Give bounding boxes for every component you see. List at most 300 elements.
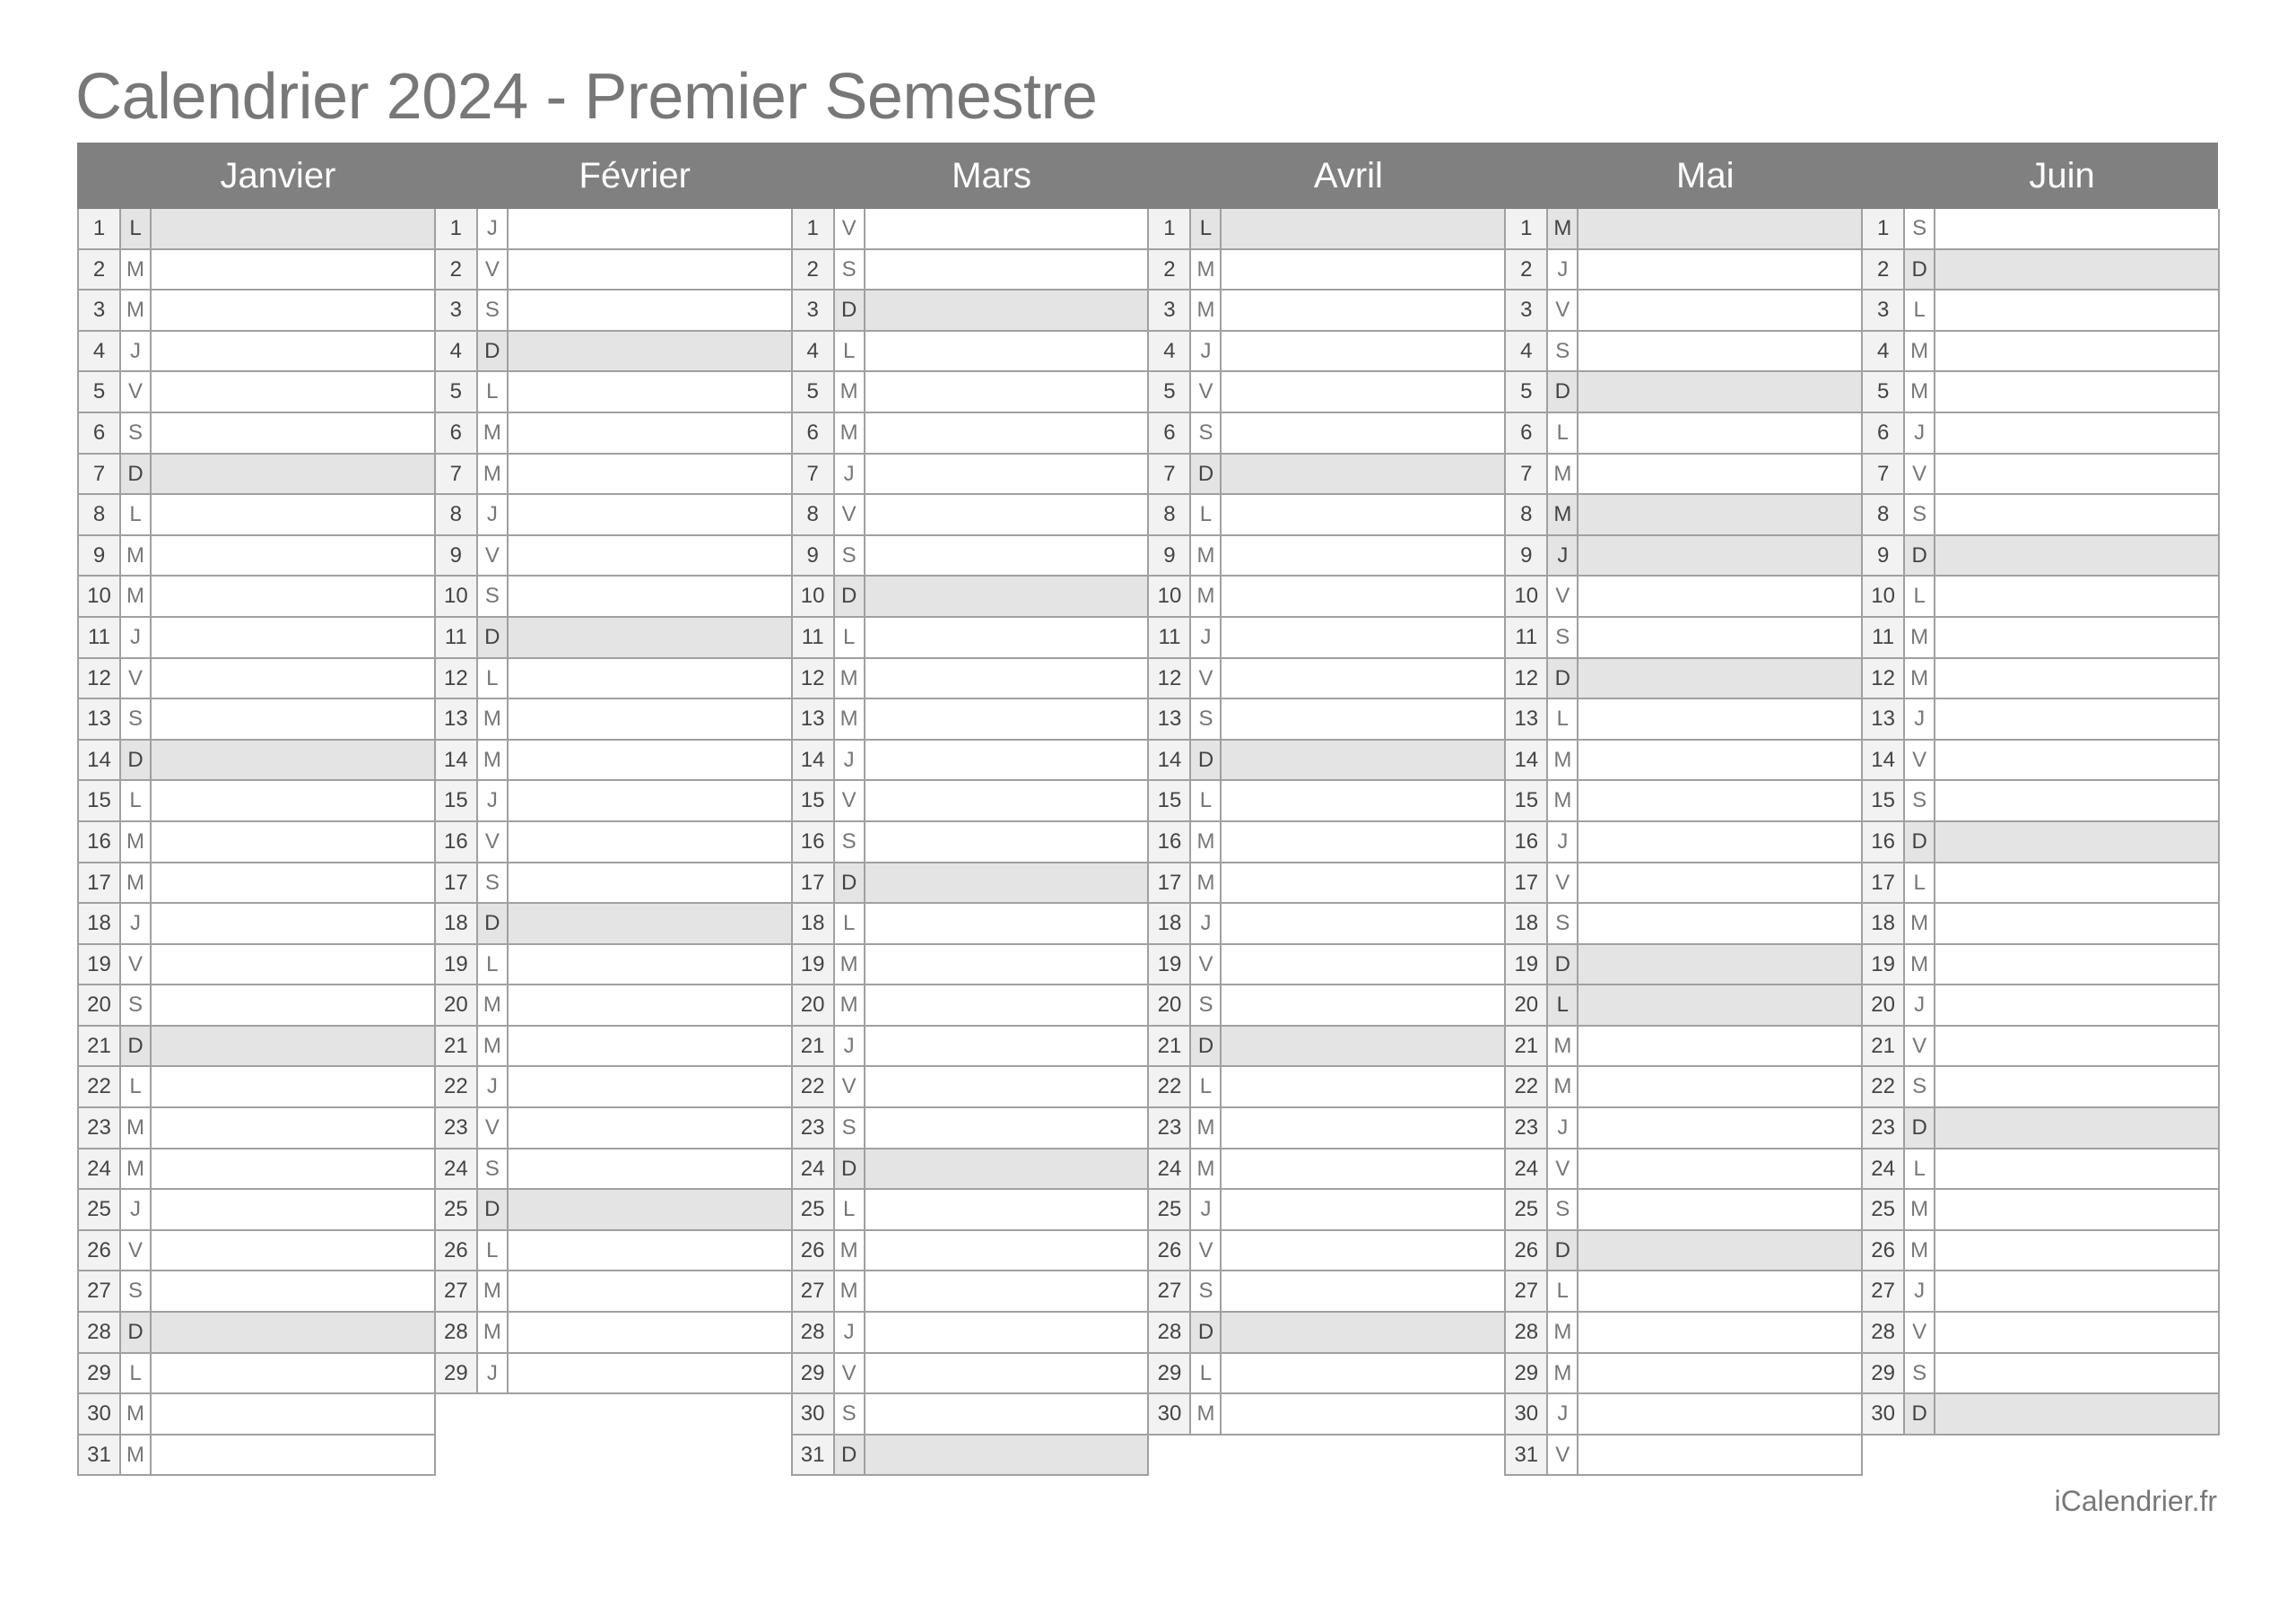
month-header-fevrier: Février	[578, 156, 691, 195]
day-row	[1504, 1313, 1863, 1354]
day-number: 20	[436, 985, 478, 1025]
day-note-cell	[152, 1394, 434, 1434]
weekday-letter: V	[1905, 741, 1935, 780]
weekday-letter: S	[1191, 413, 1222, 453]
day-row	[77, 495, 436, 536]
weekday-letter: M	[1905, 659, 1935, 698]
weekday-letter: D	[1905, 822, 1935, 862]
day-number: 11	[1506, 618, 1548, 657]
day-note-cell	[1222, 413, 1504, 453]
day-row	[77, 1190, 436, 1231]
day-note-cell	[865, 1436, 1148, 1475]
day-note-cell	[1935, 945, 2218, 984]
day-number: 9	[436, 536, 478, 576]
weekday-letter: L	[478, 945, 509, 984]
weekday-letter: M	[1548, 741, 1578, 780]
day-row	[77, 1271, 436, 1313]
weekday-letter: V	[1191, 1231, 1222, 1271]
day-note-cell	[1222, 1190, 1504, 1229]
day-note-cell	[509, 1108, 791, 1148]
day-note-cell	[1578, 1108, 1861, 1148]
day-row	[1147, 1271, 1506, 1313]
day-row	[1147, 536, 1506, 577]
day-number: 30	[1506, 1394, 1548, 1434]
day-row	[1861, 495, 2220, 536]
day-note-cell	[1222, 250, 1504, 290]
weekday-letter: J	[1191, 332, 1222, 371]
weekday-letter: M	[1905, 618, 1935, 657]
day-row	[1504, 209, 1863, 250]
day-number: 22	[436, 1067, 478, 1106]
weekday-letter: V	[835, 1354, 865, 1393]
day-note-cell	[865, 291, 1148, 330]
day-row	[791, 495, 1150, 536]
day-row	[1504, 372, 1863, 413]
day-row	[1861, 1394, 2220, 1436]
weekday-letter: M	[1905, 372, 1935, 412]
day-number: 27	[79, 1271, 121, 1311]
day-row	[1147, 618, 1506, 659]
calendar-grid	[77, 209, 2218, 1476]
weekday-letter: J	[478, 1067, 509, 1106]
day-row	[434, 945, 793, 986]
weekday-letter: S	[121, 985, 152, 1025]
day-row	[1861, 332, 2220, 373]
weekday-letter: L	[478, 659, 509, 698]
day-number: 28	[436, 1313, 478, 1352]
weekday-letter: S	[1905, 1067, 1935, 1106]
day-row	[791, 863, 1150, 905]
day-number: 20	[1149, 985, 1191, 1025]
weekday-letter: L	[1548, 985, 1578, 1025]
day-row	[1861, 536, 2220, 577]
weekday-letter: M	[121, 863, 152, 903]
day-number: 13	[436, 699, 478, 739]
weekday-letter: S	[1905, 495, 1935, 534]
day-number: 15	[1863, 781, 1905, 820]
day-row	[1861, 1190, 2220, 1231]
day-note-cell	[152, 536, 434, 576]
day-note-cell	[509, 1313, 791, 1352]
day-note-cell	[509, 659, 791, 698]
day-note-cell	[1578, 1067, 1861, 1106]
day-number: 12	[1149, 659, 1191, 698]
weekday-letter: S	[835, 1108, 865, 1148]
day-row	[434, 577, 793, 618]
day-row	[1504, 495, 1863, 536]
day-note-cell	[1578, 985, 1861, 1025]
footer-brand: iCalendrier.fr	[2054, 1485, 2217, 1517]
day-number: 31	[1506, 1436, 1548, 1475]
day-number: 17	[793, 863, 835, 903]
day-row	[1504, 618, 1863, 659]
day-row	[791, 618, 1150, 659]
day-number: 10	[436, 577, 478, 616]
day-number: 8	[1506, 495, 1548, 534]
day-note-cell	[1578, 1149, 1861, 1189]
day-number: 28	[1506, 1313, 1548, 1352]
day-row	[1147, 1067, 1506, 1108]
day-number: 23	[1506, 1108, 1548, 1148]
day-row	[434, 536, 793, 577]
day-note-cell	[865, 413, 1148, 453]
day-row	[1861, 209, 2220, 250]
day-row	[1504, 413, 1863, 455]
day-note-cell	[509, 904, 791, 943]
day-number: 15	[793, 781, 835, 820]
weekday-letter: S	[478, 577, 509, 616]
day-number: 16	[1863, 822, 1905, 862]
day-note-cell	[152, 1271, 434, 1311]
day-note-cell	[865, 1067, 1148, 1106]
weekday-letter: D	[1548, 1231, 1578, 1271]
weekday-letter: L	[121, 495, 152, 534]
day-number: 19	[79, 945, 121, 984]
day-note-cell	[1222, 741, 1504, 780]
day-note-cell	[1222, 1271, 1504, 1311]
day-row	[434, 659, 793, 700]
day-number: 21	[793, 1027, 835, 1066]
weekday-letter: M	[1191, 1149, 1222, 1189]
day-number: 24	[79, 1149, 121, 1189]
day-number: 28	[1863, 1313, 1905, 1352]
day-number: 16	[436, 822, 478, 862]
day-note-cell	[152, 1190, 434, 1229]
day-row	[1861, 1108, 2220, 1149]
month-header-mai: Mai	[1676, 156, 1735, 195]
day-note-cell	[1578, 332, 1861, 371]
day-row	[434, 1313, 793, 1354]
day-row	[434, 332, 793, 373]
day-note-cell	[1222, 699, 1504, 739]
weekday-letter: M	[835, 699, 865, 739]
day-number: 29	[79, 1354, 121, 1393]
day-number: 20	[793, 985, 835, 1025]
day-note-cell	[509, 536, 791, 576]
weekday-letter: V	[1905, 1027, 1935, 1066]
day-number: 24	[793, 1149, 835, 1189]
day-row	[791, 1149, 1150, 1191]
day-number: 17	[79, 863, 121, 903]
month-header-juin: Juin	[2029, 156, 2095, 195]
weekday-letter: J	[1905, 413, 1935, 453]
day-row	[1861, 699, 2220, 741]
day-row	[1147, 1027, 1506, 1068]
day-number: 14	[79, 741, 121, 780]
day-number: 29	[1506, 1354, 1548, 1393]
day-row	[434, 209, 793, 250]
day-number: 30	[793, 1394, 835, 1434]
day-number: 24	[1863, 1149, 1905, 1189]
day-note-cell	[152, 781, 434, 820]
day-number: 22	[1863, 1067, 1905, 1106]
day-note-cell	[1222, 781, 1504, 820]
day-note-cell	[1935, 659, 2218, 698]
day-number: 4	[436, 332, 478, 371]
month-column-mai	[1504, 209, 1861, 1476]
day-row	[77, 1149, 436, 1191]
day-note-cell	[152, 455, 434, 494]
day-row	[1504, 699, 1863, 741]
day-number: 16	[793, 822, 835, 862]
day-note-cell	[865, 618, 1148, 657]
day-row	[434, 1149, 793, 1191]
day-number: 19	[1863, 945, 1905, 984]
day-row	[1504, 1027, 1863, 1068]
day-row	[791, 372, 1150, 413]
weekday-letter: L	[1548, 413, 1578, 453]
day-number: 12	[793, 659, 835, 698]
day-row	[1861, 250, 2220, 291]
day-note-cell	[152, 863, 434, 903]
day-note-cell	[1578, 495, 1861, 534]
day-note-cell	[509, 1354, 791, 1393]
day-note-cell	[865, 699, 1148, 739]
weekday-letter: S	[835, 1394, 865, 1434]
day-number: 10	[1149, 577, 1191, 616]
weekday-letter: L	[1191, 495, 1222, 534]
weekday-letter: M	[1191, 577, 1222, 616]
day-row	[77, 822, 436, 863]
day-number: 13	[79, 699, 121, 739]
day-note-cell	[865, 863, 1148, 903]
weekday-letter: L	[1191, 1067, 1222, 1106]
weekday-letter: J	[121, 332, 152, 371]
day-number: 4	[1149, 332, 1191, 371]
day-note-cell	[509, 985, 791, 1025]
day-note-cell	[1935, 1067, 2218, 1106]
day-row	[434, 904, 793, 945]
day-note-cell	[1222, 1108, 1504, 1148]
day-row	[77, 332, 436, 373]
weekday-letter: M	[1548, 1354, 1578, 1393]
month-column-mars	[791, 209, 1148, 1476]
day-note-cell	[1222, 455, 1504, 494]
weekday-letter: D	[835, 1149, 865, 1189]
day-number: 22	[79, 1067, 121, 1106]
weekday-letter: V	[1905, 455, 1935, 494]
weekday-letter: D	[1191, 1313, 1222, 1352]
weekday-letter: M	[1191, 250, 1222, 290]
day-row	[1861, 659, 2220, 700]
day-row	[791, 741, 1150, 782]
day-row	[1147, 822, 1506, 863]
day-row	[1147, 945, 1506, 986]
day-note-cell	[509, 1271, 791, 1311]
day-note-cell	[1578, 291, 1861, 330]
day-row	[1504, 291, 1863, 332]
day-number: 4	[1863, 332, 1905, 371]
weekday-letter: S	[1548, 618, 1578, 657]
day-row	[1861, 863, 2220, 905]
weekday-letter: J	[835, 1027, 865, 1066]
day-note-cell	[152, 332, 434, 371]
day-number: 19	[793, 945, 835, 984]
day-note-cell	[509, 618, 791, 657]
day-number: 11	[79, 618, 121, 657]
day-note-cell	[1935, 1271, 2218, 1311]
day-number: 28	[793, 1313, 835, 1352]
day-number: 18	[1506, 904, 1548, 943]
day-note-cell	[1935, 618, 2218, 657]
weekday-letter: M	[1548, 1313, 1578, 1352]
day-note-cell	[865, 372, 1148, 412]
day-note-cell	[865, 250, 1148, 290]
day-note-cell	[152, 659, 434, 698]
month-column-avril	[1147, 209, 1504, 1476]
weekday-letter: S	[121, 1271, 152, 1311]
day-row	[791, 1231, 1150, 1272]
day-note-cell	[1578, 822, 1861, 862]
day-number: 23	[436, 1108, 478, 1148]
weekday-letter: M	[121, 291, 152, 330]
day-number: 7	[1863, 455, 1905, 494]
weekday-letter: J	[835, 1313, 865, 1352]
weekday-letter: L	[1191, 781, 1222, 820]
weekday-letter: V	[478, 250, 509, 290]
weekday-letter: V	[478, 822, 509, 862]
day-row	[434, 1231, 793, 1272]
day-note-cell	[152, 1027, 434, 1066]
day-note-cell	[1935, 741, 2218, 780]
day-row	[77, 413, 436, 455]
month-column-février	[434, 209, 791, 1476]
day-note-cell	[152, 372, 434, 412]
day-row	[1147, 332, 1506, 373]
weekday-letter: L	[1548, 699, 1578, 739]
day-row	[434, 741, 793, 782]
day-note-cell	[1578, 863, 1861, 903]
day-number: 20	[79, 985, 121, 1025]
day-number: 22	[1506, 1067, 1548, 1106]
day-row	[1861, 1027, 2220, 1068]
day-note-cell	[1578, 413, 1861, 453]
day-row	[434, 699, 793, 741]
day-row	[77, 1354, 436, 1395]
day-number: 29	[1863, 1354, 1905, 1393]
page-title: Calendrier 2024 - Premier Semestre	[75, 61, 1098, 133]
weekday-letter: V	[1548, 1149, 1578, 1189]
weekday-letter: D	[1548, 945, 1578, 984]
day-row	[1861, 577, 2220, 618]
day-note-cell	[1935, 1108, 2218, 1148]
day-number: 18	[1863, 904, 1905, 943]
day-note-cell	[509, 495, 791, 534]
day-note-cell	[865, 1190, 1148, 1229]
day-row	[1147, 1108, 1506, 1149]
weekday-letter: M	[1191, 1108, 1222, 1148]
day-note-cell	[509, 781, 791, 820]
day-note-cell	[1578, 1436, 1861, 1475]
day-note-cell	[152, 1108, 434, 1148]
day-number: 22	[1149, 1067, 1191, 1106]
day-number: 2	[793, 250, 835, 290]
day-note-cell	[865, 1108, 1148, 1148]
day-row	[1147, 495, 1506, 536]
weekday-letter: J	[121, 618, 152, 657]
weekday-letter: D	[121, 1313, 152, 1352]
day-row	[791, 904, 1150, 945]
day-row	[1861, 1067, 2220, 1108]
day-note-cell	[1222, 1067, 1504, 1106]
day-row	[77, 577, 436, 618]
weekday-letter: M	[478, 1271, 509, 1311]
day-number: 19	[436, 945, 478, 984]
day-number: 27	[1149, 1271, 1191, 1311]
day-row	[791, 536, 1150, 577]
day-row	[434, 1354, 793, 1395]
day-note-cell	[1222, 209, 1504, 248]
weekday-letter: J	[835, 455, 865, 494]
day-number: 1	[1863, 209, 1905, 248]
day-row	[791, 1271, 1150, 1313]
day-row	[434, 250, 793, 291]
day-number: 5	[1149, 372, 1191, 412]
weekday-letter: M	[835, 945, 865, 984]
day-number: 27	[436, 1271, 478, 1311]
day-row	[791, 1108, 1150, 1149]
day-number: 8	[1149, 495, 1191, 534]
day-number: 29	[793, 1354, 835, 1393]
day-note-cell	[152, 1313, 434, 1352]
day-number: 5	[1506, 372, 1548, 412]
day-number: 10	[79, 577, 121, 616]
day-note-cell	[1222, 291, 1504, 330]
day-note-cell	[152, 291, 434, 330]
day-number: 2	[436, 250, 478, 290]
day-row	[1147, 209, 1506, 250]
day-note-cell	[1222, 904, 1504, 943]
weekday-letter: M	[121, 1108, 152, 1148]
day-number: 4	[1506, 332, 1548, 371]
weekday-letter: L	[1905, 1149, 1935, 1189]
day-row	[1861, 618, 2220, 659]
day-row	[434, 1271, 793, 1313]
weekday-letter: V	[1548, 577, 1578, 616]
weekday-letter: J	[1191, 618, 1222, 657]
day-row	[1504, 1271, 1863, 1313]
day-number: 26	[436, 1231, 478, 1271]
weekday-letter: D	[1905, 536, 1935, 576]
weekday-letter: V	[1548, 863, 1578, 903]
day-note-cell	[1935, 455, 2218, 494]
day-note-cell	[152, 209, 434, 248]
day-number: 14	[436, 741, 478, 780]
day-number: 30	[1863, 1394, 1905, 1434]
day-note-cell	[1578, 659, 1861, 698]
day-row	[77, 1231, 436, 1272]
day-number: 26	[79, 1231, 121, 1271]
day-row	[1147, 250, 1506, 291]
weekday-letter: M	[1548, 209, 1578, 248]
day-number: 1	[1506, 209, 1548, 248]
weekday-letter: M	[835, 659, 865, 698]
weekday-letter: J	[478, 1354, 509, 1393]
weekday-letter: J	[1548, 1108, 1578, 1148]
day-note-cell	[1222, 1231, 1504, 1271]
day-note-cell	[1222, 1313, 1504, 1352]
day-note-cell	[509, 455, 791, 494]
weekday-letter: M	[1548, 1067, 1578, 1106]
day-note-cell	[509, 1027, 791, 1066]
day-row	[1147, 1394, 1506, 1436]
day-row	[1147, 1313, 1506, 1354]
weekday-letter: V	[1191, 659, 1222, 698]
day-row	[791, 1394, 1150, 1436]
day-row	[1504, 455, 1863, 496]
day-note-cell	[509, 332, 791, 371]
day-number: 13	[1149, 699, 1191, 739]
